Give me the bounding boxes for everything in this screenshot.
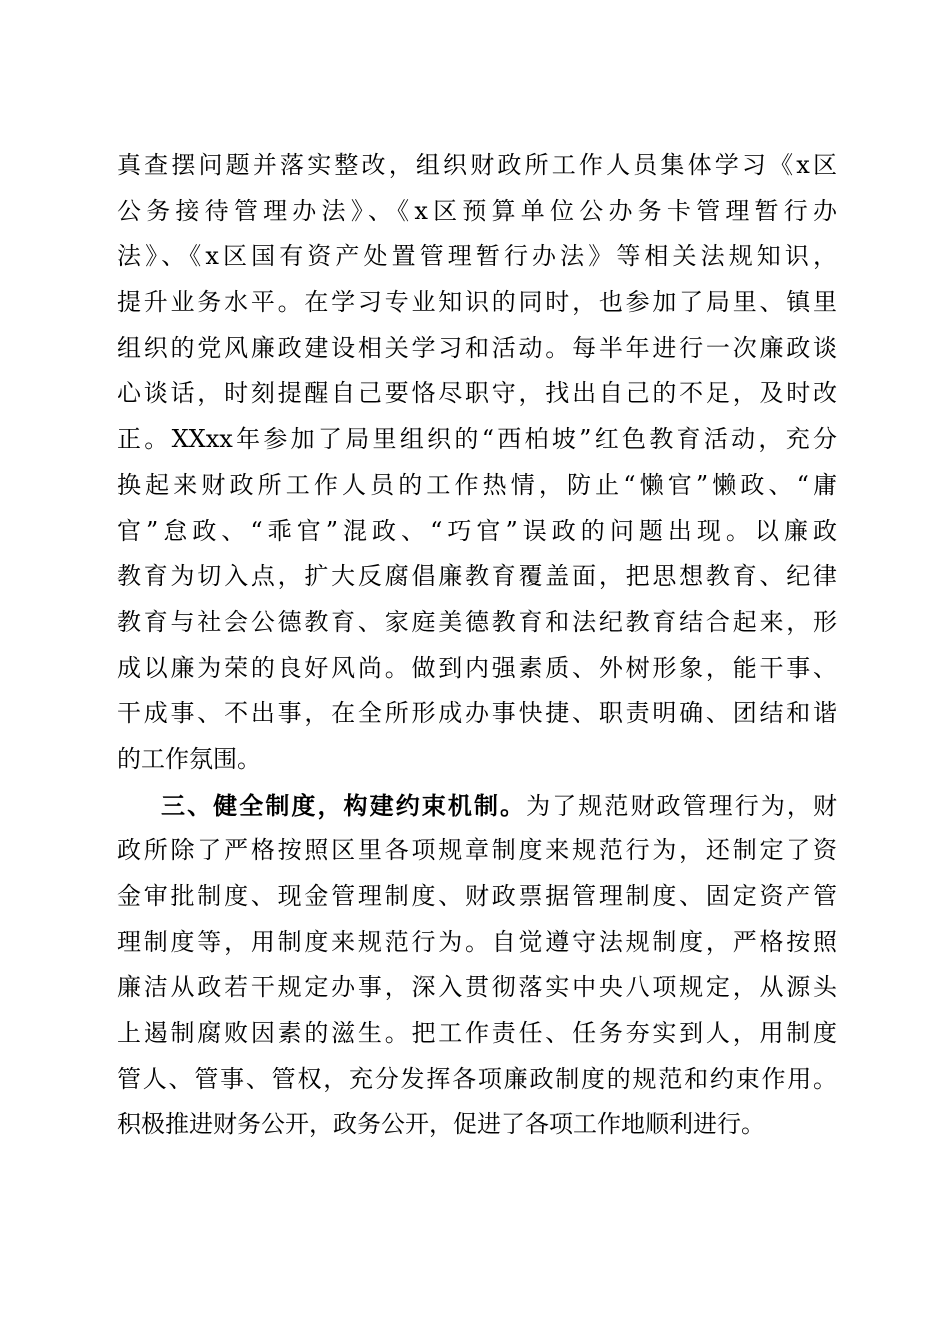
text-line: 上遏制腐败因素的滋生。把工作责任、任务夯实到人，用制度 <box>117 1019 837 1048</box>
text-line: 管人、管事、管权，充分发挥各项廉政制度的规范和约束作用。 <box>117 1064 837 1093</box>
text-line: 成以廉为荣的良好风尚。做到内强素质、外树形象，能干事、 <box>117 653 837 682</box>
text-line: 官”怠政、“乖官”混政、“巧官”误政的问题出现。以廉政 <box>117 516 837 545</box>
paragraph-system-building <box>117 783 837 1149</box>
text-line: 换起来财政所工作人员的工作热情，防止“懒官”懒政、“庸 <box>117 470 837 499</box>
text-line: 正。XXxx年参加了局里组织的“西柏坡”红色教育活动，充分 <box>117 425 837 454</box>
document-body <box>117 143 837 1148</box>
text-line: 组织的党风廉政建设相关学习和活动。每半年进行一次廉政谈 <box>117 333 837 362</box>
text-line: 的工作氛围。 <box>117 744 261 773</box>
text-line-first <box>117 783 837 829</box>
text-line: 理制度等，用制度来规范行为。自觉遵守法规制度，严格按照 <box>117 927 837 956</box>
section-heading: 三、健全制度，构建约束机制。 <box>161 790 527 820</box>
text-run: 为了规范财政管理行为，财 <box>526 791 838 820</box>
text-line: 真查摆问题并落实整改，组织财政所工作人员集体学习《x区 <box>117 151 837 179</box>
text-line: 提升业务水平。在学习专业知识的同时，也参加了局里、镇里 <box>117 288 837 317</box>
text-line: 教育为切入点，扩大反腐倡廉教育覆盖面，把思想教育、纪律 <box>117 562 837 591</box>
text-line: 干成事、不出事，在全所形成办事快捷、职责明确、团结和谐 <box>117 699 837 728</box>
text-line: 心谈话，时刻提醒自己要恪尽职守，找出自己的不足，及时改 <box>117 379 837 408</box>
text-line: 政所除了严格按照区里各项规章制度来规范行为，还制定了资 <box>117 836 837 865</box>
text-line: 公务接待管理办法》、《x区预算单位公办务卡管理暂行办 <box>117 196 837 225</box>
text-line: 廉洁从政若干规定办事，深入贯彻落实中央八项规定，从源头 <box>117 973 837 1002</box>
text-line: 金审批制度、现金管理制度、财政票据管理制度、固定资产管 <box>117 882 837 910</box>
text-line: 法》、《x区国有资产处置管理暂行办法》等相关法规知识， <box>117 242 837 271</box>
text-line: 积极推进财务公开，政务公开，促进了各项工作地顺利进行。 <box>117 1110 765 1139</box>
paragraph-discipline-education <box>117 143 837 783</box>
text-line: 教育与社会公德教育、家庭美德教育和法纪教育结合起来，形 <box>117 607 837 636</box>
